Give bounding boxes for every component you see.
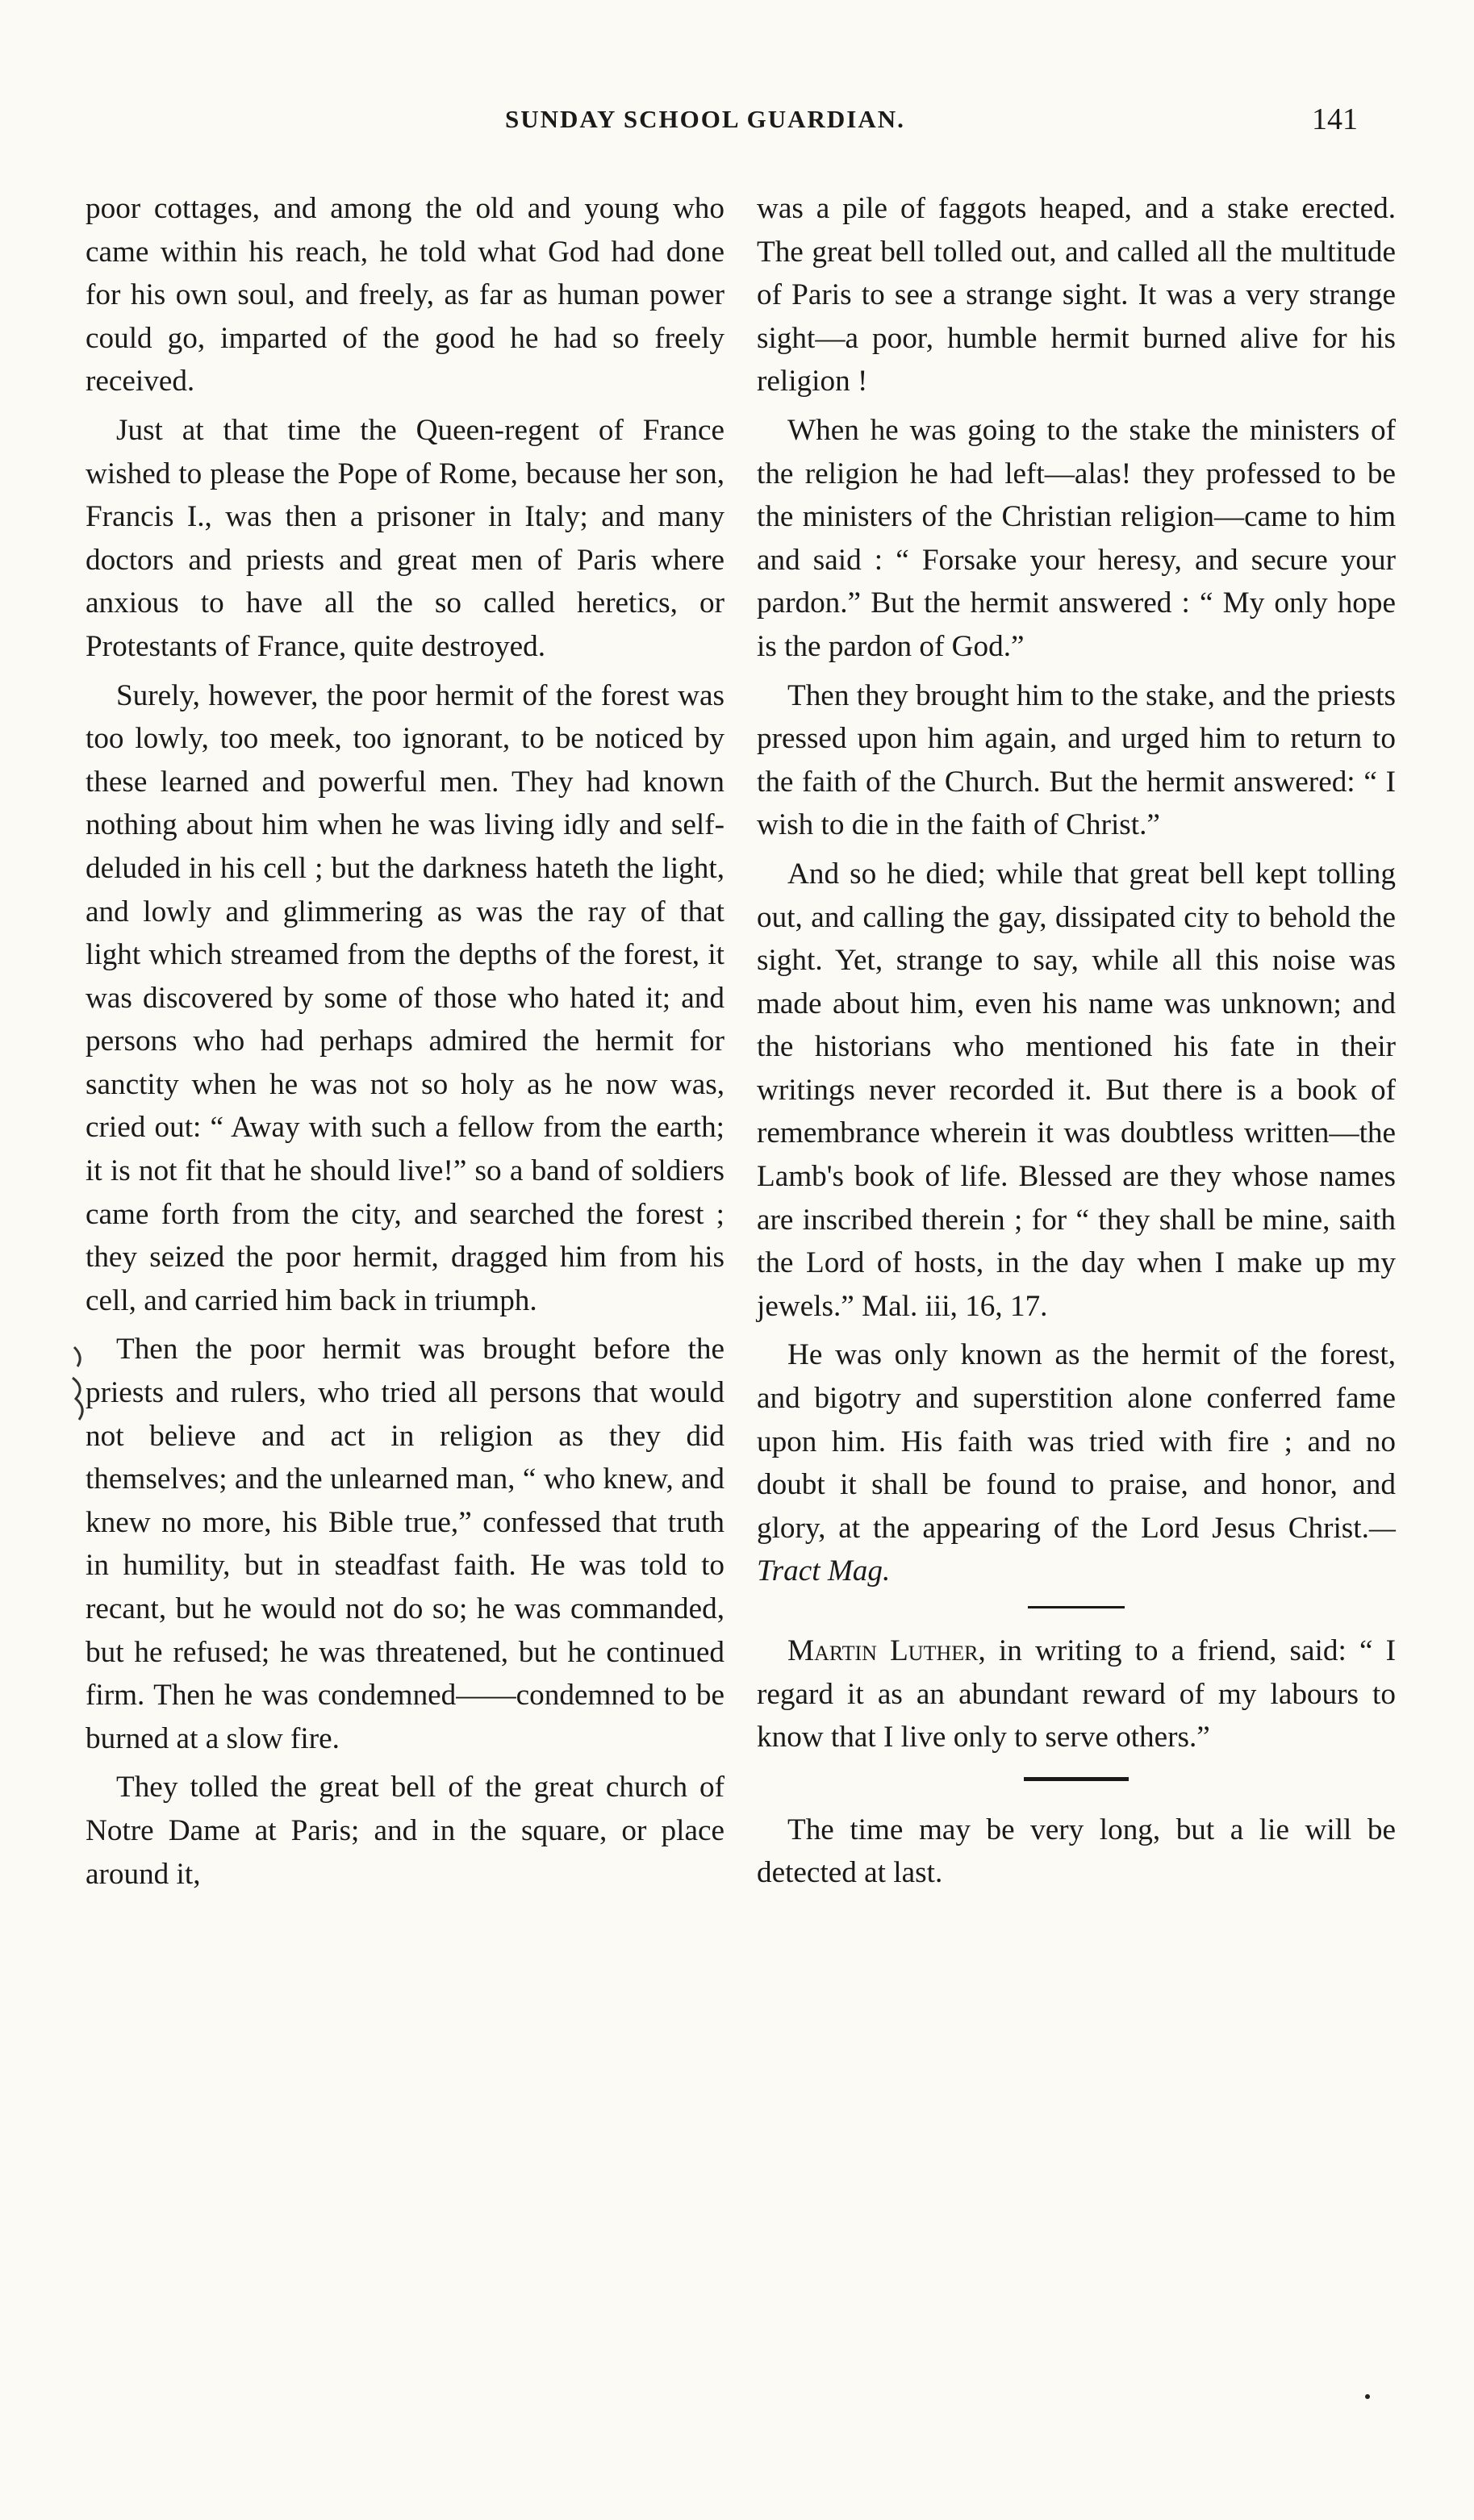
paragraph: They tolled the great bell of the great church of Notre Dame at Paris; and in the square, or place around it,	[86, 1771, 724, 1891]
paragraph: And so he died; while that great bell kept tolling out, and calling the gay, dissipated city to behold the sight. Yet, strange to say, while all this noise was made about him, even his name was unknown; and the historians who mentioned his fate in their writings never recorded it. But there is a book of remembrance wherein it was doubtless written—the Lamb's book of life. Blessed are they whose names are inscribed therein ; for “ they shall be mine, saith the Lord of hosts, in the day when I make up my jewels.” Mal. iii, 16, 17.	[757, 857, 1396, 1323]
paragraph	[757, 1333, 1396, 1593]
running-header	[0, 95, 1474, 144]
running-title: SUNDAY SCHOOL GUARDIAN.	[505, 105, 905, 133]
paragraph-text: He was only known as the hermit of the forest, and bigotry and superstition alone conferred fame upon him. His faith was tried with fire ; and no doubt it shall be found to praise, and honor, and glory, at the appearing of the Lord Jesus Christ.	[757, 1338, 1396, 1545]
handwritten-mark	[69, 1339, 95, 1436]
divider-rule	[1024, 1777, 1129, 1781]
paragraph: Then they brought him to the stake, and the priests pressed upon him again, and urged him to return to the faith of the Church. But the hermit answered: “ I wish to die in the faith of Christ.”	[757, 678, 1396, 842]
paragraph: Then the poor hermit was brought before the priests and rulers, who tried all persons that would not believe and act in religion as they did themselves; and the unlearned man, “ who knew, and knew no more, his Bible true,” confessed that truth in humility, but in steadfast faith. He was told to recant, but he would not do so; he was commanded, but he refused; he was threatened, but he continued firm. Then he was condemned——condemned to be burned at a slow fire.	[86, 1333, 724, 1755]
paragraph: was a pile of faggots heaped, and a stake erected. The great bell tolled out, and called all the multitude of Paris to see a strange sight. It was a very strange sight—a poor, humble hermit burned alive for his religion !	[757, 192, 1396, 398]
left-column	[86, 187, 724, 1901]
paragraph: poor cottages, and among the old and young who came within his reach, he told what God had done for his own soul, and freely, as far as human power could go, imparted of the good he had so freely received.	[86, 192, 724, 398]
page-number: 141	[1312, 102, 1358, 136]
ink-speck	[1365, 2394, 1370, 2399]
right-column	[757, 187, 1396, 1900]
luther-name: Martin Luther,	[787, 1634, 986, 1667]
paragraph: Just at that time the Queen-regent of France wished to please the Pope of Rome, because her son, Francis I., was then a prisoner in Italy; and many doctors and priests and great men of Paris where anxious to have all the so called heretics, or Protestants of France, quite destroyed.	[86, 413, 724, 663]
divider-rule	[1028, 1606, 1125, 1608]
luther-paragraph	[757, 1629, 1396, 1759]
paragraph: Surely, however, the poor hermit of the forest was too lowly, too meek, too ignorant, to be noticed by these learned and powerful men. They had known nothing about him when he was living idly and self-deluded in his cell ; but the darkness hateth the light, and lowly and glimmering as was the ray of that light which streamed from the depths of the forest, it was discovered by some of those who hated it; and persons who had perhaps admired the hermit for sanctity when he was not so holy as he now was, cried out: “ Away with such a fellow from the earth; it is not fit that he should live!” so a band of soldiers came forth from the city, and searched the forest ; they seized the poor hermit, dragged him from his cell, and carried him back in triumph.	[86, 678, 724, 1317]
attribution: —Tract Mag.	[757, 1511, 1396, 1588]
luther-quote: in writing to a friend, said: “ I regard it as an abundant reward of my labours to know that I live only to serve others.”	[757, 1634, 1396, 1754]
paragraph: When he was going to the stake the ministers of the religion he had left—alas! they professed to be the ministers of the Christian religion—came to him and said : “ Forsake your heresy, and secure your pardon.” But the hermit answered : “ My only hope is the pardon of God.”	[757, 413, 1396, 663]
closing-paragraph: The time may be very long, but a lie will be detected at last.	[757, 1813, 1396, 1890]
